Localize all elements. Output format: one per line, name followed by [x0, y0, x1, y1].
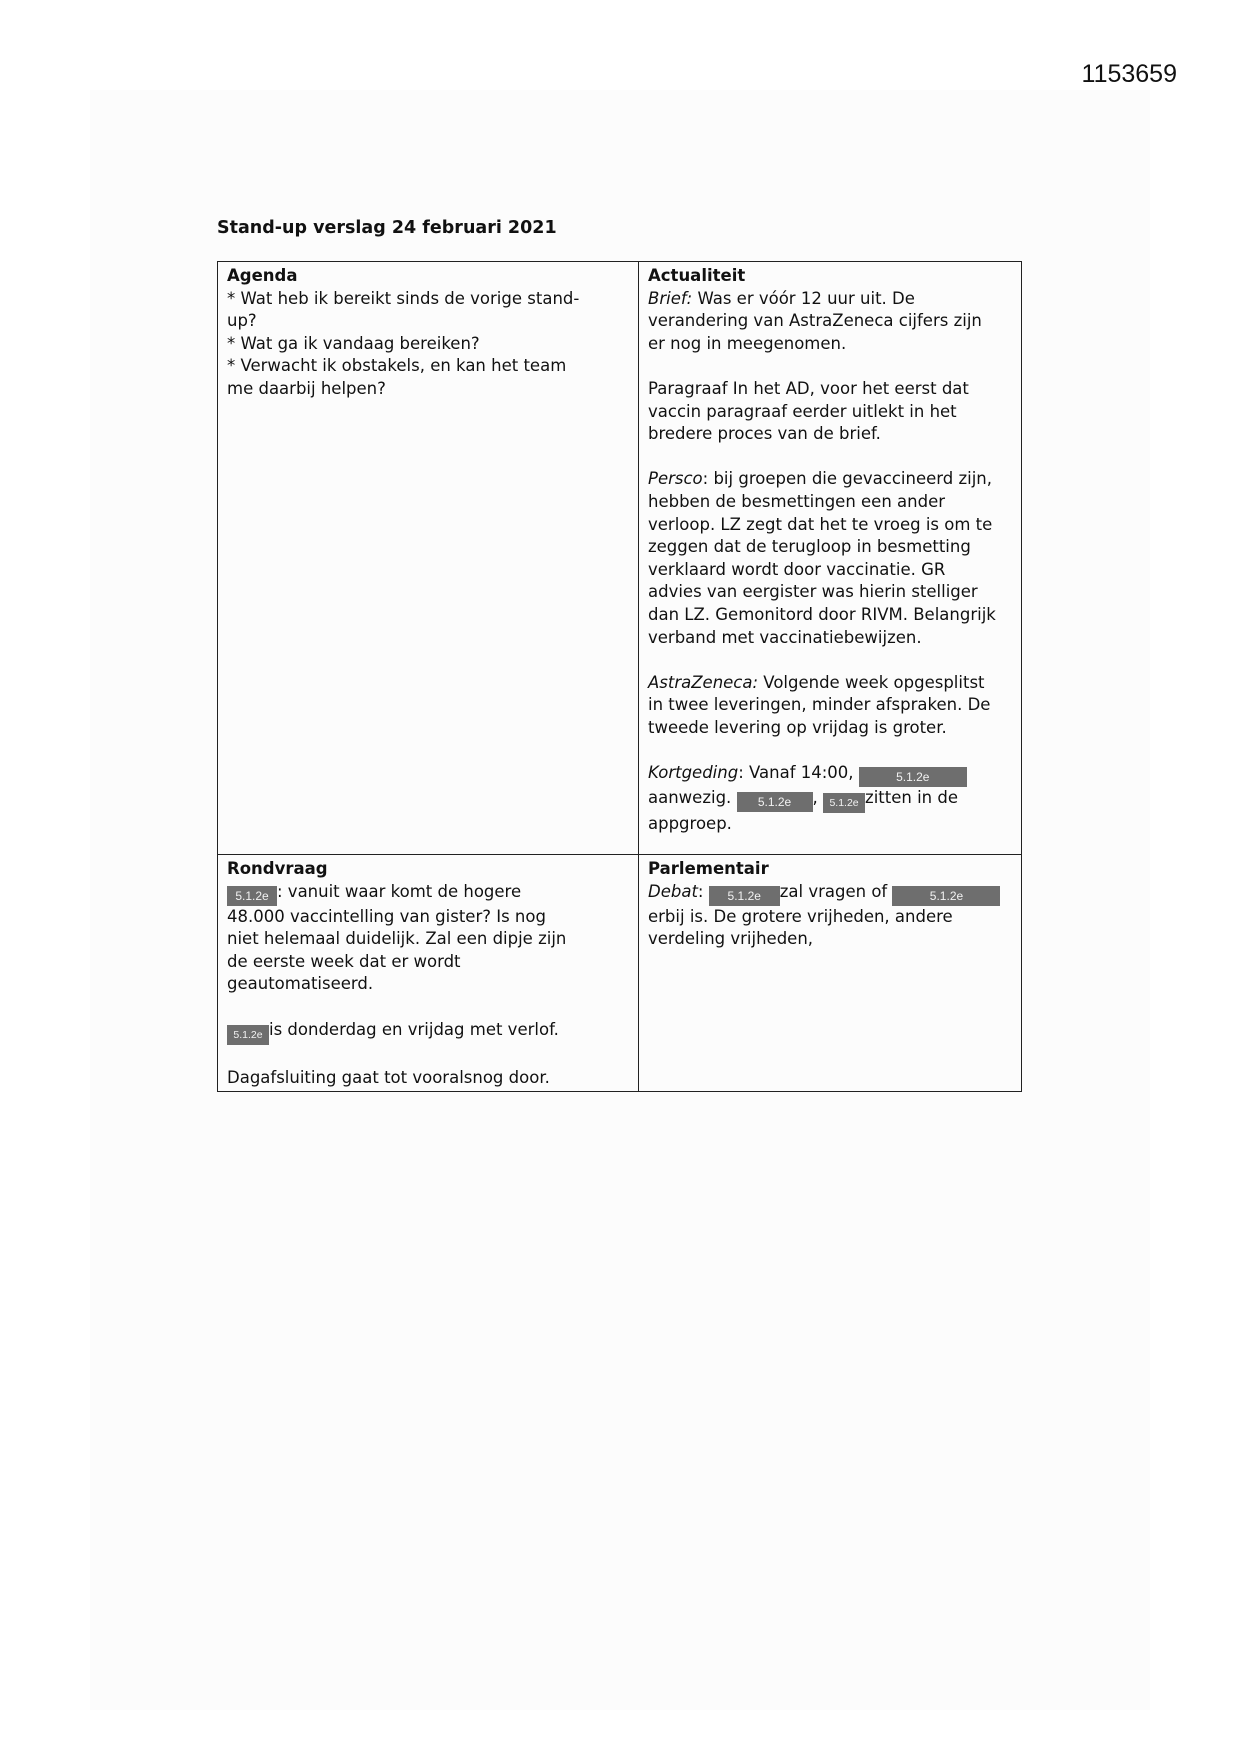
- kortgeding-paragraph: [648, 762, 1012, 836]
- debat-label: Debat: [648, 881, 698, 901]
- text-line: Paragraaf In het AD, voor het eerst dat: [648, 378, 969, 398]
- report-table: [217, 261, 1022, 1092]
- brief-label: Brief:: [648, 288, 693, 308]
- astrazeneca-paragraph: [648, 672, 1012, 740]
- parlementair-cell: [639, 855, 1022, 1092]
- text-line: tweede levering op vrijdag is groter.: [648, 717, 947, 737]
- agenda-line: * Wat heb ik bereikt sinds de vorige stand-: [227, 288, 580, 308]
- redaction-box: 5.1.2e: [892, 886, 1000, 906]
- text-line: [648, 787, 1012, 813]
- text-line: Dagafsluiting gaat tot vooralsnog door.: [227, 1068, 550, 1088]
- text-line: verband met vaccinatiebewijzen.: [648, 627, 922, 647]
- kortgeding-comma: ,: [812, 788, 818, 808]
- astrazeneca-label: AstraZeneca:: [648, 672, 759, 692]
- text-line: geautomatiseerd.: [227, 974, 374, 994]
- text-line: verandering van AstraZeneca cijfers zijn: [648, 311, 982, 331]
- rondvraag-paragraph: [227, 881, 629, 996]
- debat-text: zal vragen of: [779, 881, 888, 901]
- kortgeding-text: : Vanaf 14:00,: [738, 763, 854, 783]
- verlof-paragraph: [227, 1019, 629, 1045]
- brief-paragraph: [648, 288, 1012, 356]
- redaction-box: 5.1.2e: [709, 886, 780, 906]
- text-line: er nog in meegenomen.: [648, 333, 847, 353]
- table-row: [218, 262, 1022, 855]
- text-line: [648, 881, 1012, 906]
- document-number: 1153659: [1081, 60, 1177, 88]
- agenda-line: up?: [227, 311, 257, 331]
- text-line: [648, 288, 1012, 311]
- text-line: verklaard wordt door vaccinatie. GR: [648, 559, 946, 579]
- astrazeneca-text: Volgende week opgesplitst: [758, 672, 985, 692]
- verlof-text: is donderdag en vrijdag met verlof.: [269, 1019, 559, 1039]
- text-line: niet helemaal duidelijk. Zal een dipje zijn: [227, 929, 567, 949]
- text-line: [227, 1019, 629, 1045]
- text-line: de eerste week dat er wordt: [227, 951, 461, 971]
- agenda-heading: Agenda: [227, 266, 298, 285]
- brief-text: Was er vóór 12 uur uit. De: [692, 288, 915, 308]
- dagafsluiting-paragraph: [227, 1067, 629, 1090]
- text-line: verloop. LZ zegt dat het te vroeg is om te: [648, 514, 993, 534]
- text-line: dan LZ. Gemonitord door RIVM. Belangrijk: [648, 604, 996, 624]
- kortgeding-label: Kortgeding: [648, 763, 739, 783]
- text-line: vaccin paragraaf eerder uitlekt in het: [648, 401, 957, 421]
- redaction-box: 5.1.2e: [859, 767, 967, 787]
- redaction-box: 5.1.2e: [823, 793, 865, 813]
- actualiteit-heading: Actualiteit: [648, 266, 746, 285]
- rondvraag-text: : vanuit waar komt de hogere: [277, 881, 522, 901]
- agenda-cell: [218, 262, 639, 855]
- persco-paragraph: [648, 468, 1012, 649]
- debat-colon: :: [697, 881, 704, 901]
- redaction-box: 5.1.2e: [227, 886, 277, 906]
- text-line: appgroep.: [648, 814, 732, 834]
- text-line: advies van eergister was hierin stelliger: [648, 582, 978, 602]
- rondvraag-cell: [218, 855, 639, 1092]
- text-line: [227, 881, 629, 906]
- kortgeding-aanwezig: aanwezig.: [648, 788, 732, 808]
- agenda-line: me daarbij helpen?: [227, 378, 386, 398]
- persco-text: : bij groepen die gevaccineerd zijn,: [702, 469, 993, 489]
- persco-label: Persco: [648, 469, 703, 489]
- actualiteit-cell: [639, 262, 1022, 855]
- text-line: zeggen dat de terugloop in besmetting: [648, 537, 971, 557]
- text-line: in twee leveringen, minder afspraken. De: [648, 695, 991, 715]
- text-line: hebben de besmettingen een ander: [648, 491, 946, 511]
- parlementair-heading: Parlementair: [648, 859, 769, 878]
- rondvraag-heading: Rondvraag: [227, 859, 328, 878]
- agenda-line: * Wat ga ik vandaag bereiken?: [227, 333, 480, 353]
- document-title: Stand-up verslag 24 februari 2021: [217, 218, 557, 238]
- text-line: [648, 468, 1012, 491]
- text-line: verdeling vrijheden,: [648, 929, 814, 949]
- redaction-box: 5.1.2e: [737, 792, 813, 812]
- text-line: [648, 762, 1012, 787]
- kortgeding-zitten: zitten in de: [865, 788, 958, 808]
- text-line: [648, 672, 1012, 695]
- text-line: 48.000 vaccintelling van gister? Is nog: [227, 906, 546, 926]
- text-line: erbij is. De grotere vrijheden, andere: [648, 906, 953, 926]
- text-line: bredere proces van de brief.: [648, 424, 881, 444]
- redaction-box: 5.1.2e: [227, 1025, 269, 1045]
- paragraaf-paragraph: [648, 378, 1012, 446]
- agenda-line: * Verwacht ik obstakels, en kan het team: [227, 356, 567, 376]
- table-row: [218, 855, 1022, 1092]
